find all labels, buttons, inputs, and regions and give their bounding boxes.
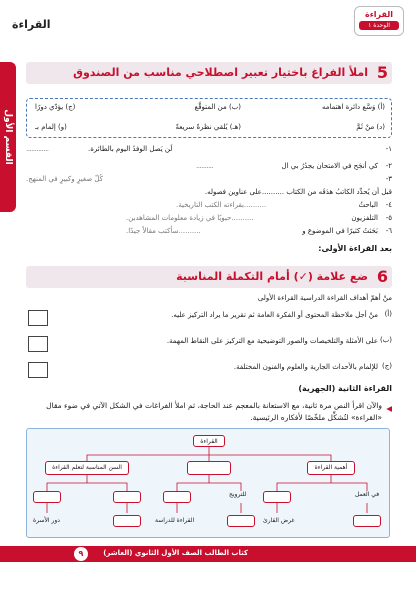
diagram-blank-node[interactable] [353,515,381,527]
after-first-reading-label: بعد القراءة الأولى: [318,244,392,253]
option-number: (ب) [379,336,392,344]
sentence-text: لَن يَصل الوفدُ اليوم بالطائرة. [88,145,173,153]
section-6-title: ضع علامة (✓) أمام التكملة المناسبة [176,270,368,283]
word-option-f: (و) إلمام بـ [35,123,67,131]
bullet-icon: ◀ [386,404,392,413]
sentence-text: قبل أن يُحدِّد الكاتبُ هدَفَه من الكتاب ..........على عناوين فصوله. [204,188,392,196]
option-number: (أ) [384,310,392,318]
sentence-number: ١- [385,145,392,153]
diagram-blank-node[interactable] [263,491,291,503]
section-6-number: 6 [376,267,388,286]
sentence-row [26,201,392,213]
sentence-blank[interactable]: .......... [196,162,214,170]
instruction-text: والآن اقرأ النص مرة ثانية، مع الاستعانة بالمعجم عند الحاجة، ثم املأ الفراغات في الشكل الآتي في ضوء مقال «القراءة» لتُشكِّل ملخّصًا لأفكاره الرئيسية. [46,401,382,422]
choice-option-c [26,362,392,386]
second-reading-label: القراءة الثانية (الجهرية) [298,384,392,393]
sentence-text: بَحَثتُ كثيرًا في الموضوع و [302,227,378,235]
option-number: (ج) [382,362,392,370]
sentence-row [26,162,392,174]
sentence-number: ٢- [385,162,392,170]
sentence-row [26,214,392,226]
sentence-text: التلفزيون [351,214,378,222]
diagram-study-label: القراءة للدراسة [155,517,195,524]
sentence-row [26,145,392,157]
diagram-blank-node[interactable] [163,491,191,503]
section-6-question [26,294,392,306]
footer-text: كتاب الطالب الصف الأول الثانوي (العاشر) [103,549,248,557]
question-text: منْ أهمّ أهداف القراءة الدراسية القراءة الأولى [257,294,392,302]
diagram-recreation-label: للترويج [229,491,247,498]
diagram-blank-node[interactable] [113,515,141,527]
word-option-a: (أ) وَسَّع دائرة اهتمامه [321,103,385,111]
section-6-header [26,266,392,288]
word-option-e: (هـ) يُلقي نظرةً سريعةً [175,123,241,131]
option-checkbox[interactable] [28,362,48,378]
section-side-tab [0,62,16,212]
summary-diagram [26,428,390,538]
diagram-blank-node[interactable] [113,491,141,503]
sentence-blank[interactable]: ..........بقراءته الكتب التاريخية. [176,201,267,209]
word-option-b: (ب) من المتوقَّع [194,103,241,111]
page-title: القراءة [12,18,51,31]
word-option-d: (د) منْ ثَمَّ [356,123,385,131]
diagram-root-node: القراءة [193,435,225,447]
option-text: على الأمثلة والتلخيصات والصور التوضيحية مع التركيز على النقاط المهمة. [166,337,378,345]
badge-unit: الوحدة ١ [359,21,399,30]
word-option-c: (ج) يؤدّي دورًا [35,103,76,111]
sentence-blank[interactable]: ..........حيويًا في زيادة معلومات المشاهدين. [126,214,254,222]
option-text: للإلمام بالأحداث الجارية والعلوم والفنون المختلفة. [233,363,378,371]
diagram-blank-node[interactable] [227,515,255,527]
sentence-text: كُلّ صغيرٍ وكبيرٍ في المنهج. [26,175,104,183]
diagram-instruction [26,400,392,424]
expression-word-box [26,98,392,138]
sentence-row [26,175,392,187]
sentence-row [26,227,392,239]
sentence-number: ٥- [385,214,392,222]
section-5-header [26,62,392,84]
diagram-age-node: السن المناسبة لتعلم القراءة [45,461,129,475]
diagram-blank-node[interactable] [33,491,61,503]
sentence-blank[interactable]: ............. [26,145,49,153]
diagram-importance-node: أهمية القراءة [307,461,355,475]
sentence-number: ٦- [385,227,392,235]
sentence-number: ٣- [385,175,392,183]
page-footer [0,546,416,562]
option-text: منْ أجل ملاحظة المحتوى أو الفكرة العامة ثم تقرير ما يراد التركيز عليه. [171,311,378,319]
option-checkbox[interactable] [28,310,48,326]
sentence-row [26,188,392,200]
sentence-number: ٤- [385,201,392,209]
section-5-title: املأ الفراغ باختيار تعبير اصطلاحي مناسب من الصندوق [73,66,368,79]
diagram-blank-node[interactable] [187,461,231,475]
choice-option-a [26,310,392,334]
sentence-text: الباحثُ [358,201,378,209]
side-tab-label: القسم الأول [3,109,13,165]
sentence-text: كي أنجَح في الامتحان يجدُرُ بي ال [281,162,378,170]
badge-title: القراءة [364,10,394,19]
unit-badge [354,6,404,36]
diagram-family-role-label: دور الأسرة [33,517,60,524]
option-checkbox[interactable] [28,336,48,352]
sentence-blank[interactable]: ..........سأكتب مقالاً جيدًا. [126,227,201,235]
page-number: ٩ [74,547,88,561]
section-5-number: 5 [376,63,388,82]
diagram-work-label: في العمل [355,491,380,498]
diagram-reader-aim-label: غرض القارئ [263,517,295,524]
choice-option-b [26,336,392,360]
